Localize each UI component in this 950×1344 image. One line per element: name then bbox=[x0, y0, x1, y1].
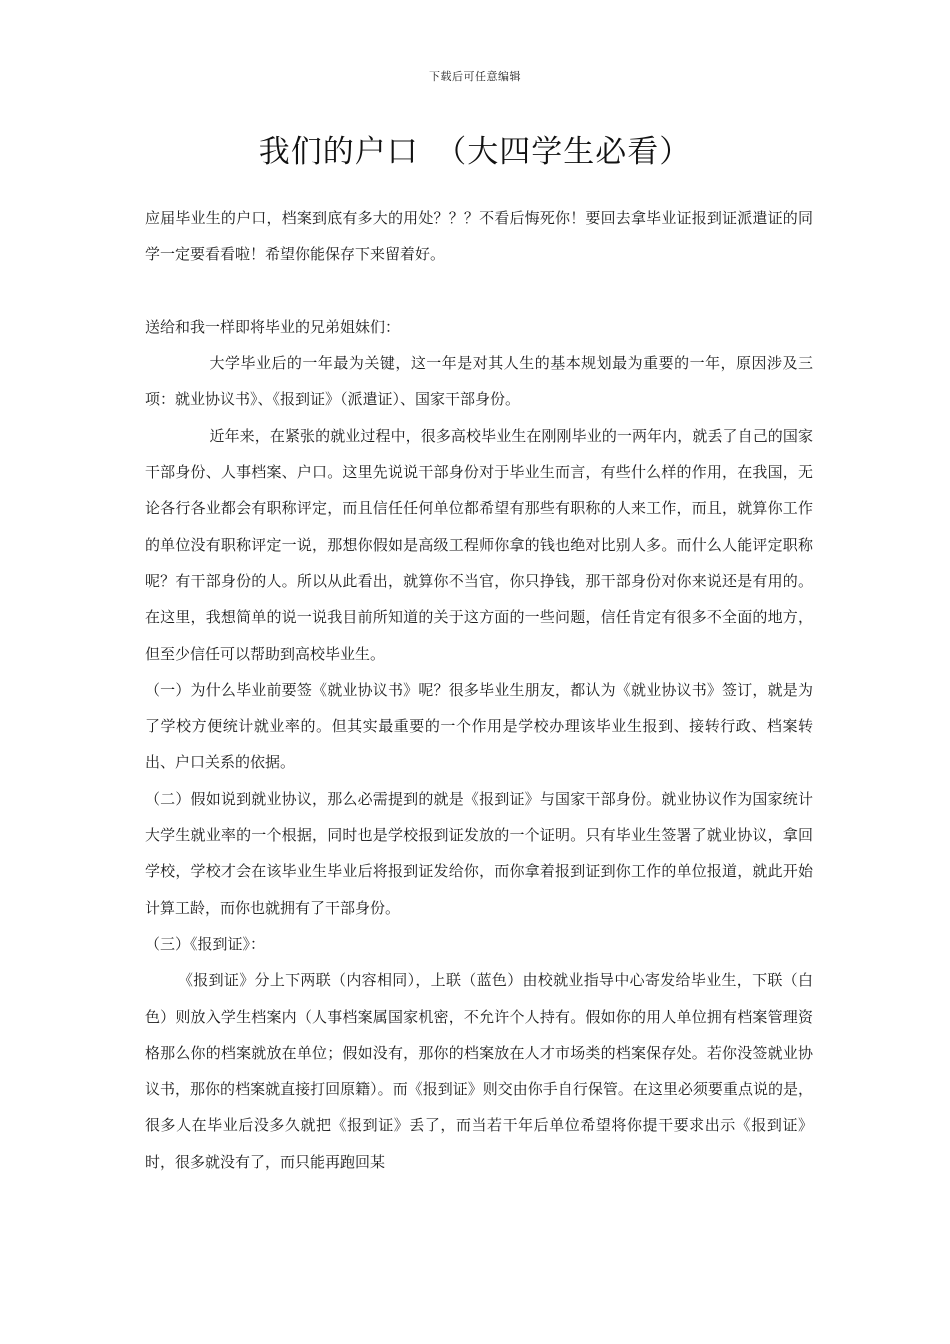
body-paragraph-cadre-status: 近年来，在紧张的就业过程中，很多高校毕业生在刚刚毕业的一两年内，就丢了自己的国家干部身份、人事档案、户口。这里先说说干部身份对于毕业生而言，有些什么样的作用，在我国，无论各行各业都会有职称评定，而且信任任何单位都希望有那些有职称的人来工作，而且，就算你工作的单位没有职称评定一说，那想你假如是高级工程师你拿的钱也绝对比别人多。而什么人能评定职称呢？有干部身份的人。所以从此看出，就算你不当官，你只挣钱，那干部身份对你来说还是有用的。在这里，我想简单的说一说我目前所知道的关于这方面的一些问题，信任肯定有很多不全面的地方，但至少信任可以帮助到高校毕业生。 bbox=[145, 426, 813, 663]
dedication-line: 送给和我一样即将毕业的兄弟姐妹们： bbox=[145, 317, 401, 336]
body-paragraph-key-year: 大学毕业后的一年最为关键，这一年是对其人生的基本规划最为重要的一年，原因涉及三项：就业协议书》、《报到证》（派遣证）、国家干部身份。 bbox=[145, 354, 813, 409]
intro-paragraph: 应届毕业生的户口，档案到底有多大的用处？？？不看后悔死你！要回去拿毕业证报到证派遣证的同学一定要看看啦！希望你能保存下来留着好。 bbox=[145, 209, 813, 264]
header-note: 下载后可任意编辑 bbox=[429, 70, 521, 83]
section-two-paragraph: （二）假如说到就业协议，那么必需提到的就是《报到证》与国家干部身份。就业协议作为国家统计大学生就业率的一个根据，同时也是学校报到证发放的一个证明。只有毕业生签署了就业协议，拿回学校，学校才会在该毕业生毕业后将报到证发给你，而你拿着报到证到你工作的单位报道，就此开始计算工龄，而你也就拥有了干部身份。 bbox=[145, 789, 813, 917]
document-body bbox=[145, 200, 813, 1180]
document-title: 我们的户口 （大四学生必看） bbox=[258, 134, 692, 170]
paragraph-spacer bbox=[145, 273, 813, 309]
section-three-paragraph: 《报到证》分上下两联（内容相同），上联（蓝色）由校就业指导中心寄发给毕业生，下联（白色）则放入学生档案内（人事档案属国家机密，不允许个人持有。假如你的用人单位拥有档案管理资格那么你的档案就放在单位；假如没有，那你的档案放在人才市场类的档案保存处。若你没签就业协议书，那你的档案就直接打回原籍）。而《报到证》则交由你手自行保管。在这里必须要重点说的是，很多人在毕业后没多久就把《报到证》丢了，而当若干年后单位希望将你提干要求出示《报到证》时，很多就没有了，而只能再跑回某 bbox=[145, 971, 813, 1171]
section-three-heading: （三）《报到证》： bbox=[145, 934, 266, 953]
section-one-paragraph: （一）为什么毕业前要签《就业协议书》呢？很多毕业生朋友，都认为《就业协议书》签订，就是为了学校方便统计就业率的。但其实最重要的一个作用是学校办理该毕业生报到、接转行政、档案转出、户口关系的依据。 bbox=[145, 680, 813, 772]
